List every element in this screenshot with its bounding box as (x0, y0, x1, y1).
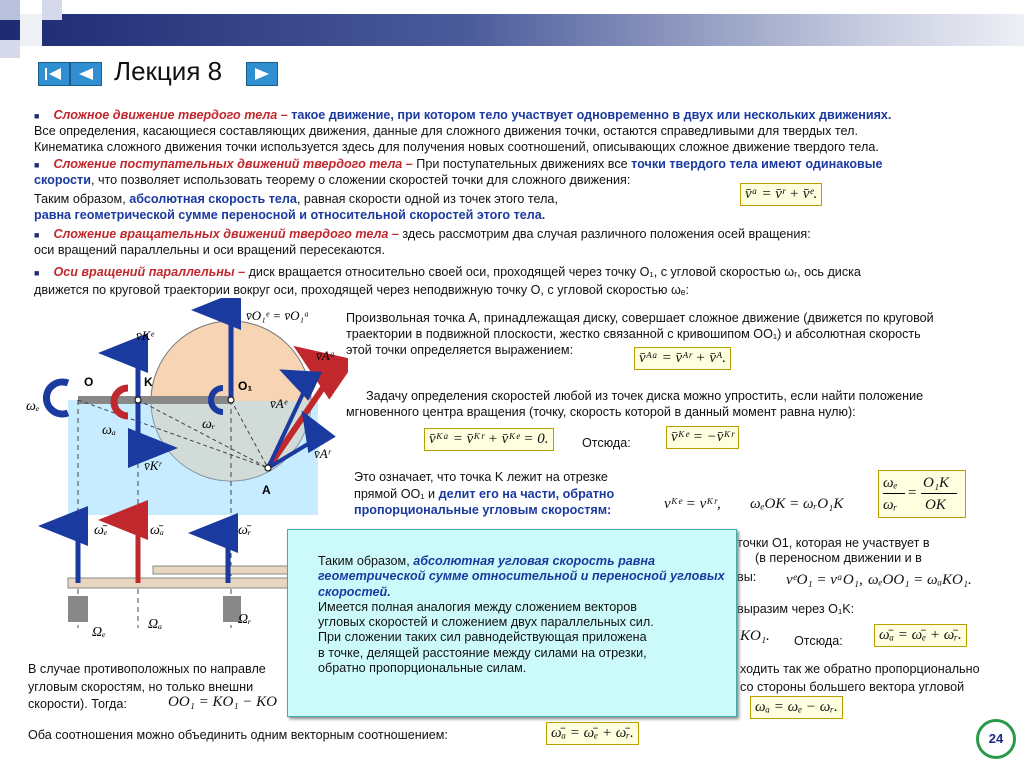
label-var: v̄Aʳ (314, 446, 331, 461)
ratio-o1k: O₁K (923, 475, 950, 491)
formula-ko1: KO₁. (740, 628, 770, 644)
prev-arrow-icon (71, 63, 101, 85)
text-r10: (в переносном движении и в (755, 551, 922, 565)
ratio-ok: OK (925, 497, 946, 513)
decor-square (0, 40, 20, 58)
formula-vo1: vᵉO₁ = vᵃO₁, (786, 572, 863, 588)
label-wbe: ω̄ₑ (94, 523, 108, 538)
label-vae: v̄Aᵉ (270, 396, 288, 411)
formula-vk-zero: v̄ᴷᵃ = v̄ᴷʳ + v̄ᴷᵉ = 0. (424, 428, 554, 451)
header-bar (0, 14, 1024, 46)
formula-ratio: ωₑ ωᵣ = O₁K OK (878, 470, 966, 518)
paragraph-1: ■ Сложное движение твердого тела – такое движение, при котором тело участвует одновременно в двух или нескольких движениях. (34, 108, 892, 122)
label-o1: O₁ (238, 379, 253, 393)
decor-square (0, 0, 20, 20)
label-v-o1: v̄O₁ᵉ = v̄O₁ᵃ (246, 308, 310, 323)
callout-highlight: абсолютная угловая скорость равна геометрической сумме относительной и переносной угловых скоростей. (318, 554, 725, 599)
text-r6: Это означает, что точка K лежит на отрезке (354, 470, 608, 484)
text-r8: пропорциональные угловым скоростям: (354, 503, 612, 517)
text-r12: выразим через O₁K: (737, 602, 855, 616)
text-r4: Задачу определения скоростей любой из точек диска можно упростить, если найти положение (366, 389, 924, 403)
paragraph-5: скорости, что позволяет использовать теорему о сложении скоростей точки для сложного движения: (34, 173, 631, 187)
formula-oo1: OO₁ = KO₁ − KO (168, 694, 278, 710)
formula-vk-eq: vᴷᵉ = vᴷʳ, (664, 496, 721, 512)
text-r2: траектории в подвижной плоскости, жестко связанной с кривошипом OO₁) и абсолютная скорость (346, 327, 921, 341)
label-o: O (84, 375, 94, 389)
paragraph-8: ■ Сложение вращательных движений твердого тела – здесь рассмотрим два случая различного положения осей вращения: (34, 227, 811, 241)
formula-velocity-sum: v̄ᵃ = v̄ʳ + v̄ᵉ. (740, 183, 822, 206)
prev-slide-button[interactable] (70, 62, 102, 86)
page-number: 24 (976, 719, 1016, 759)
text-b3: скорости). Тогда: (28, 697, 127, 711)
label-vaa: v̄Aᵃ (316, 348, 335, 363)
label-wba: ω̄ₐ (150, 523, 164, 538)
text-r9: точки O1, которая не участвует в (737, 536, 930, 550)
text-b2: угловым скоростям, но только внешни (28, 680, 254, 694)
text-b5: со стороны большего вектора угловой (740, 680, 965, 694)
summary-callout (287, 529, 737, 717)
callout-text: Таким образом, абсолютная угловая скорость равна геометрической сумме относительной и переносной угловых скоростей. Имеется полная аналогия между сложением векторов угловых скоростей и сложением двух параллельных сил. При сложении таких сил равнодействующая приложена в точке, делящей расстояние между силами на отрезки, обратно пропорциональные силам. (318, 554, 725, 676)
label-k: K (144, 375, 153, 389)
decor-square (42, 0, 62, 20)
text-b6: Оба соотношения можно объединить одним векторным соотношением: (28, 728, 448, 742)
text-r5: мгновенного центра вращения (точку, скорость которой в данный момент равна нулю): (346, 405, 856, 419)
text-r3: этой точки определяется выражением: (346, 343, 574, 357)
paragraph-4: ■ Сложение поступательных движений твердого тела – При поступательных движениях все точки твердого тела имеют одинаковые (34, 157, 883, 171)
text-r11: вы: (737, 570, 757, 584)
paragraph-2: Все определения, касающиеся составляющих движения, данные для сложного движения точки, остаются справедливыми для твердых тел. (34, 124, 858, 138)
text-b1: В случае противоположных по направле (28, 662, 266, 676)
formula-wa-diff: ωₐ = ωₑ − ωᵣ. (750, 696, 843, 719)
page-title: Лекция 8 (114, 56, 223, 86)
formula-we-oo1: ωₑOO₁ = ωₐKO₁. (868, 572, 972, 588)
formula-wa-sum: ω̄ₐ = ω̄ₑ + ω̄ᵣ. (874, 624, 967, 647)
label-vke: v̄Kᵉ (136, 328, 154, 343)
text-r7: прямой OO₁ и делит его на части, обратно (354, 487, 615, 501)
label-we: ωₑ (26, 399, 40, 414)
first-arrow-icon (39, 63, 69, 85)
label-wr: ωᵣ (202, 417, 216, 432)
label-vkr: v̄Kʳ (144, 458, 162, 473)
first-slide-button[interactable] (38, 62, 70, 86)
paragraph-9: оси вращений параллельны и оси вращений пересекаются. (34, 243, 385, 257)
text-otsyuda-2: Отсюда: (794, 634, 843, 648)
ratio-wr: ωᵣ (883, 497, 898, 513)
formula-va: v̄ᴬᵃ = v̄ᴬʳ + v̄ᴬ. (634, 347, 731, 370)
text-b4: ходить так же обратно пропорционально (740, 662, 980, 676)
formula-wa-final: ω̄ₐ = ω̄ₑ + ω̄ᵣ. (546, 722, 639, 745)
label-a: A (262, 483, 271, 497)
formula-we-ok: ωₑOK = ωᵣO₁K (750, 496, 844, 512)
paragraph-7: равна геометрической сумме переносной и относительной скоростей этого тела. (34, 208, 546, 222)
label-omega-a: Ωₐ (148, 617, 163, 632)
formula-vke: v̄ᴷᵉ = −v̄ᴷʳ (666, 426, 739, 449)
text-otsyuda-1: Отсюда: (582, 436, 631, 450)
label-wbr: ω̄ᵣ (238, 523, 252, 538)
text-r1: Произвольная точка A, принадлежащая диску, совершает сложное движение (движется по круговой (346, 311, 934, 325)
next-slide-button[interactable] (246, 62, 278, 86)
label-omega-r: Ωᵣ (238, 612, 252, 627)
label-wa: ωₐ (102, 423, 116, 438)
paragraph-6: Таким образом, абсолютная скорость тела, равная скорости одной из точек этого тела, (34, 192, 558, 206)
paragraph-10: ■ Оси вращений параллельны – диск вращается относительно своей оси, проходящей через точку O₁, с угловой скоростью ωᵣ, ось диска (34, 265, 861, 279)
ratio-we: ωₑ (883, 475, 898, 491)
next-arrow-icon (247, 63, 277, 85)
label-omega-e: Ωₑ (92, 625, 106, 640)
paragraph-3: Кинематика сложного движения точки используется здесь для получения новых соотношений, описывающих сложное движение твердого тела. (34, 140, 879, 154)
decor-square (20, 14, 42, 46)
paragraph-11: движется по круговой траектории вокруг оси, проходящей через неподвижную точку O, с угловой скоростью ωₑ: (34, 283, 689, 297)
